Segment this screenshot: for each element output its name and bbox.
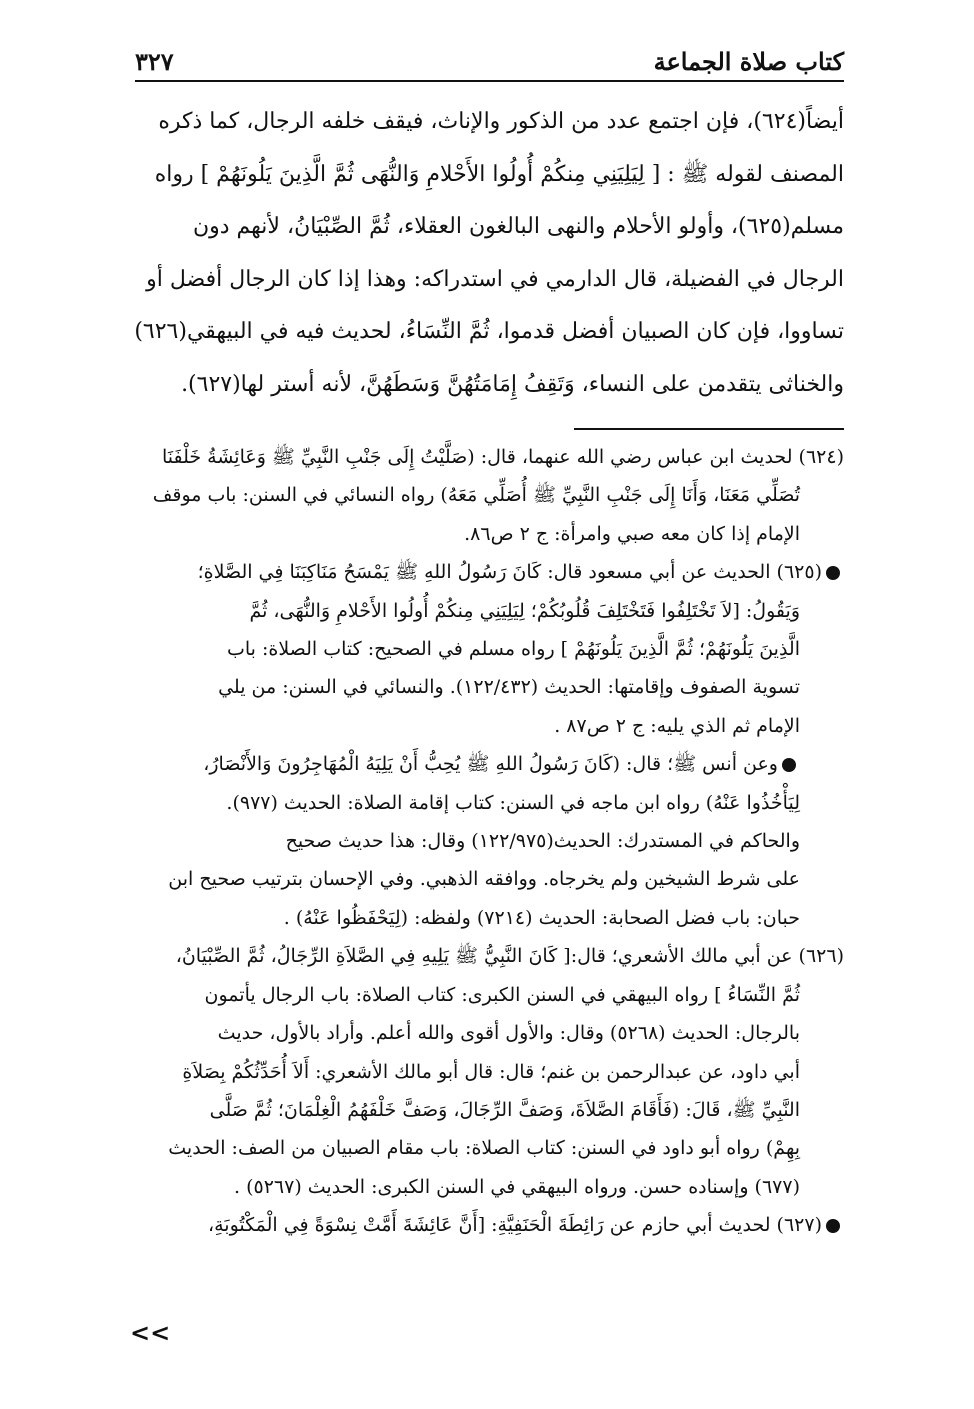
footnote-line: أبي داود، عن عبدالرحمن بن غنم؛ قال: قال أبو مالك الأشعري: أَلاَ أُحَدِّثُكُمْ بِصَلاَةِ xyxy=(182,1060,800,1083)
footnote-625 xyxy=(130,553,844,745)
footnote-text: (٦٢٥) الحديث عن أبي مسعود قال: كَانَ رَسُولُ اللهِ ﷺ يَمْسَحُ مَنَاكِبَنَا فِي الصَّلاةِ؛ xyxy=(197,561,822,584)
bullet-marker-icon xyxy=(826,1219,840,1233)
footnote-anas xyxy=(130,745,844,937)
footnote-line: الإمام إذا كان معه صبي وامرأة: ج ٢ ص٨٦. xyxy=(464,522,800,545)
main-line: والخناثى يتقدمن على النساء، وَتَقِفُ إِمَامَتُهُنَّ وَسَطَهُنَّ، لأنه أستر لها(٦٢٧). xyxy=(181,371,844,397)
page-header xyxy=(135,40,844,82)
footnote-line: النَّبِيِّ ﷺ، قَالَ: (فَأَقَامَ الصَّلاَةَ، وَصَفَّ الرِّجَالَ، وَصَفَّ خَلْفَهُمُ الْغِلْمَانَ؛ ثُمَّ صَلَّى xyxy=(209,1098,800,1121)
footnote-624 xyxy=(130,438,844,553)
chapter-title: كتاب صلاة الجماعة xyxy=(653,47,844,76)
footnote-line: (٦٢٤) لحديث ابن عباس رضي الله عنهما، قال: (صَلَّيْتُ إِلَى جَنْبِ النَّبِيِّ ﷺ وَعَائِشَةُ خَلْفَنَا xyxy=(161,446,844,468)
main-text xyxy=(130,96,844,411)
footnote-line: الَّذِينَ يَلُونَهُمْ؛ ثُمَّ الَّذِينَ يَلُونَهُمْ ] رواه مسلم في الصحيح: كتاب الصلاة: باب xyxy=(226,638,800,661)
footnote-line: بالرجال: الحديث (٥٢٦٨) وقال: والأول أقوى والله أعلم. وأراد بالأول، حديث xyxy=(217,1022,800,1045)
main-line: تساووا، فإن كان الصبيان أفضل قدموا، ثُمَّ النِّسَاءُ، لحديث فيه في البيهقي(٦٢٦) xyxy=(134,319,844,344)
footnote-626 xyxy=(130,937,844,1206)
footnotes xyxy=(130,438,844,1245)
bullet-marker-icon xyxy=(782,758,796,772)
main-line: المصنف لقوله ﷺ : [ لِيَلِيَنِي مِنكُمْ أُولُوا الأَحْلامِ وَالنُّهَى ثُمَّ الَّذِينَ يَلُونَهُمْ ] رواه xyxy=(154,161,844,187)
footnote-text: وعن أنس ﷺ؛ قال: (كَانَ رَسُولُ اللهِ ﷺ يُحِبُّ أَنْ يَلِيَهُ الْمُهَاجِرُونَ وَالأَنْصَارُ، xyxy=(203,753,778,776)
footnote-line: على شرط الشيخين ولم يخرجاه. ووافقه الذهبي. وفي الإحسان بترتيب صحيح ابن xyxy=(168,868,800,891)
footnote-line xyxy=(130,553,844,591)
footnote-line: لِيَأْخُذُوا عَنْهُ) رواه ابن ماجه في السنن: كتاب إقامة الصلاة: الحديث (٩٧٧). xyxy=(226,791,800,814)
footnote-line xyxy=(130,1206,844,1244)
footnote-line: (٦٢٦) عن أبي مالك الأشعري؛ قال:[ كَانَ النَّبِيُّ ﷺ يَلِيهِ فِي الصَّلاَةِ الرِّجَالُ، ثُمَّ الصِّبْيَانُ، xyxy=(175,945,844,968)
footnote-divider xyxy=(574,428,844,430)
continuation-mark: << xyxy=(130,1318,171,1347)
footnote-line: بِهِمْ) رواه أبو داود في السنن: كتاب الصلاة: باب مقام الصبيان من الصف: الحديث xyxy=(168,1137,800,1160)
footnote-627 xyxy=(130,1206,844,1244)
footnote-line: (٦٧٧) وإسناده حسن. ورواه البيهقي في السنن الكبرى: الحديث (٥٢٦٧) . xyxy=(234,1175,800,1198)
main-line: أيضاً(٦٢٤)، فإن اجتمع عدد من الذكور والإناث، فيقف خلفه الرجال، كما ذكره xyxy=(158,109,844,134)
main-line: مسلم(٦٢٥)، وأولو الأحلام والنهى البالغون العقلاء، ثُمَّ الصِّبْيَانُ، لأنهم دون xyxy=(192,214,844,239)
footnote-line xyxy=(130,745,844,783)
bullet-marker-icon xyxy=(826,566,840,580)
footnote-text: (٦٢٧) لحديث أبي حازم عن رَائِطَةَ الْحَنَفِيَّةِ: [أَنَّ عَائِشَةَ أَمَّتْ نِسْوَةً فِي الْمَكْتُوبَةِ، xyxy=(207,1214,822,1237)
footnote-line: حبان: باب فضل الصحابة: الحديث (٧٢١٤) ولفظه: (لِيَحْفَظُوا عَنْهُ) . xyxy=(283,906,800,929)
footnote-line: الإمام ثم الذي يليه: ج ٢ ص٨٧ . xyxy=(554,714,800,737)
footnote-line: تسوية الصفوف وإقامتها: الحديث (١٢٢/٤٣٢). والنسائي في السنن: من يلي xyxy=(218,676,800,699)
footnote-line: وَيَقُولُ: [لاَ تَخْتَلِفُوا فَتَخْتَلِفَ قُلُوبُكُمْ؛ لِيَلِيَنِي مِنكُمْ أُولُوا الأَحْلامِ وَالنُّهَى، ثُمَّ xyxy=(249,599,800,622)
footnote-line: ثُمَّ النِّسَاءُ ] رواه البيهقي في السنن الكبرى: كتاب الصلاة: باب الرجال يأتمون xyxy=(204,983,800,1006)
page-number: ٣٢٧ xyxy=(135,47,174,76)
footnote-line: تُصَلِّي مَعَنَا، وَأَنَا إِلَى جَنْبِ النَّبِيِّ ﷺ أُصَلِّي مَعَهُ) رواه النسائي في السنن: باب موقف xyxy=(152,484,800,507)
main-line: الرجال في الفضيلة، قال الدارمي في استدراكه: وهذا إذا كان الرجال أفضل أو xyxy=(146,266,844,292)
footnote-line: والحاكم في المستدرك: الحديث(١٢٢/٩٧٥) وقال: هذا حديث صحيح xyxy=(285,830,800,853)
